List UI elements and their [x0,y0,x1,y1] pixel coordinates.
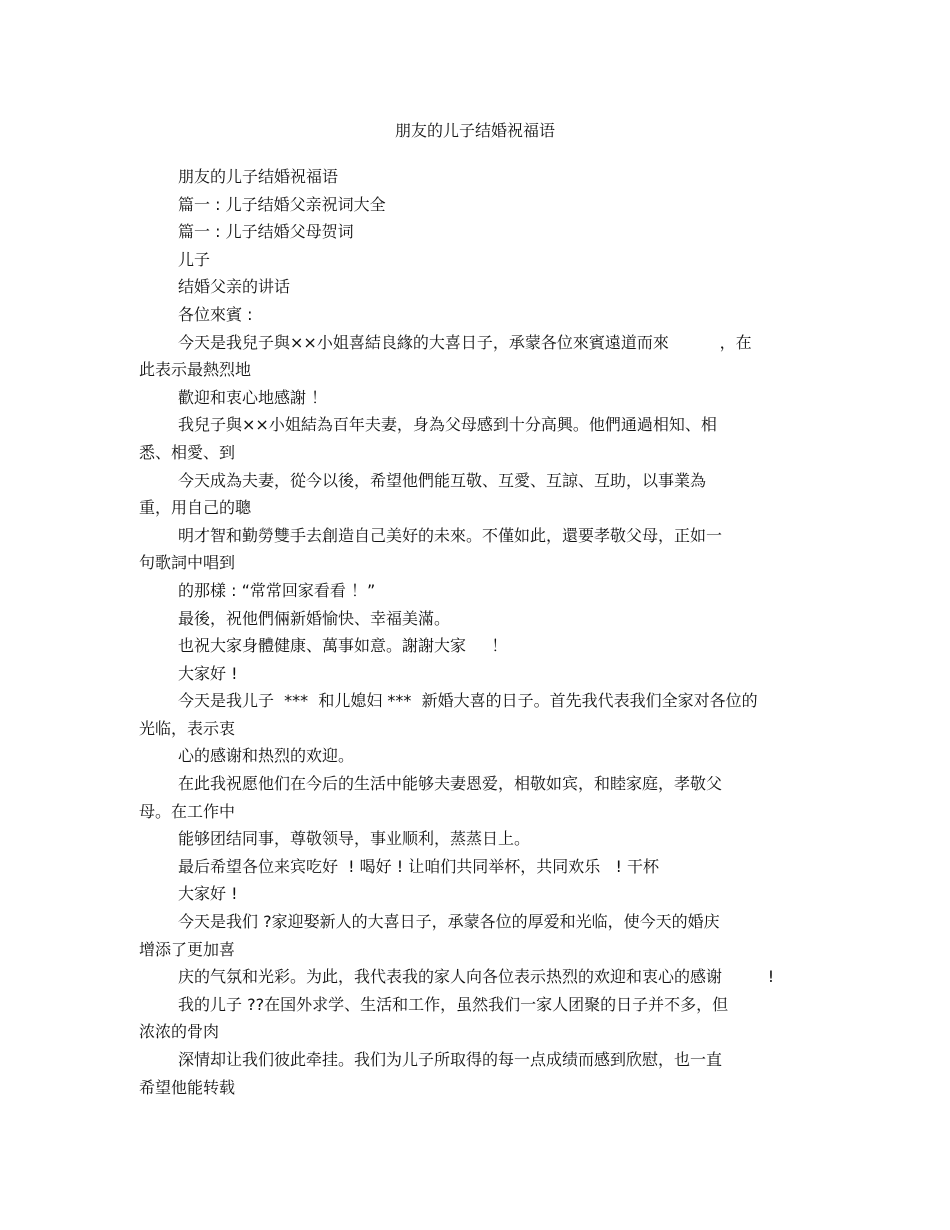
document-body [0,163,950,1101]
text-line: 今天是我儿子 *** 和儿媳妇 *** 新婚大喜的日子。首先我代表我们全家对各位的 [178,691,758,711]
text-line: 句歌詞中唱到 [139,553,236,573]
text-line: 各位來賓 : [178,304,253,324]
text-line: 我兒子與××小姐結為百年夫妻，身為父母感到十分高興。他們通過相知、相 [178,415,717,435]
text-line: 儿子 [178,249,211,269]
text-line: 歡迎和衷心地感謝 ！ [178,387,328,407]
text-line: 大家好 ! [178,663,238,683]
text-line: 增添了更加喜 [139,939,236,959]
text-line: 希望他能转载 [139,1077,236,1097]
text-line: 也祝大家身體健康、萬事如意。謝謝大家 ！ [178,636,508,656]
text-line: 我的儿子 ??在国外求学、生活和工作，虽然我们一家人团聚的日子并不多，但 [178,994,729,1014]
text-line: 在此我祝愿他们在今后的生活中能够夫妻恩爱，相敬如宾，和睦家庭，孝敬父 [178,774,723,794]
text-line: 此表示最熱烈地 [139,360,252,380]
text-line: 重，用自己的聰 [139,498,252,518]
text-line: 浓浓的骨肉 [139,1022,220,1042]
text-line: 今天是我兒子與××小姐喜結良緣的大喜日子，承蒙各位來賓遠道而來 ，在 [178,332,752,352]
text-line: 最后希望各位来宾吃好 ! 喝好 ! 让咱们共同举杯，共同欢乐 ! 干杯 [178,856,660,876]
text-line: 篇一 : 儿子结婚父亲祝词大全 [178,194,386,214]
text-line: 今天是我们 ?家迎娶新人的大喜日子，承蒙各位的厚爱和光临，使今天的婚庆 [178,912,720,932]
text-line: 的那樣 : “常常回家看看 ！” [178,580,376,600]
text-line: 深情却让我们彼此牵挂。我们为儿子所取得的每一点成绩而感到欣慰，也一直 [178,1050,723,1069]
text-line: 悉、相愛、到 [139,442,236,462]
text-line: 篇一 : 儿子结婚父母贺词 [178,222,354,242]
text-line: 朋友的儿子结婚祝福语 [178,167,339,186]
text-line: 明才智和勤勞雙手去創造自己美好的未來。不僅如此，還要孝敬父母，正如一 [178,525,723,545]
text-line: 能够团结同事，尊敬领导，事业顺利，蒸蒸日上。 [178,829,531,849]
text-line: 光临，表示衷 [139,718,236,738]
text-line: 心的感谢和热烈的欢迎。 [178,746,355,766]
text-line: 今天成為夫妻，從今以後，希望他們能互敬、互愛、互諒、互助，以事業為 [178,470,707,490]
text-line: 结婚父亲的讲话 [178,277,291,297]
text-line: 最後，祝他們倆新婚愉快、幸福美滿。 [178,608,451,628]
text-line: 庆的气氛和光彩。为此，我代表我的家人向各位表示热烈的欢迎和衷心的感谢 ! [178,967,775,987]
text-line: 母。在工作中 [139,801,236,821]
text-line: 大家好 ! [178,884,238,904]
document-title: 朋友的儿子结婚祝福语 [394,121,555,140]
